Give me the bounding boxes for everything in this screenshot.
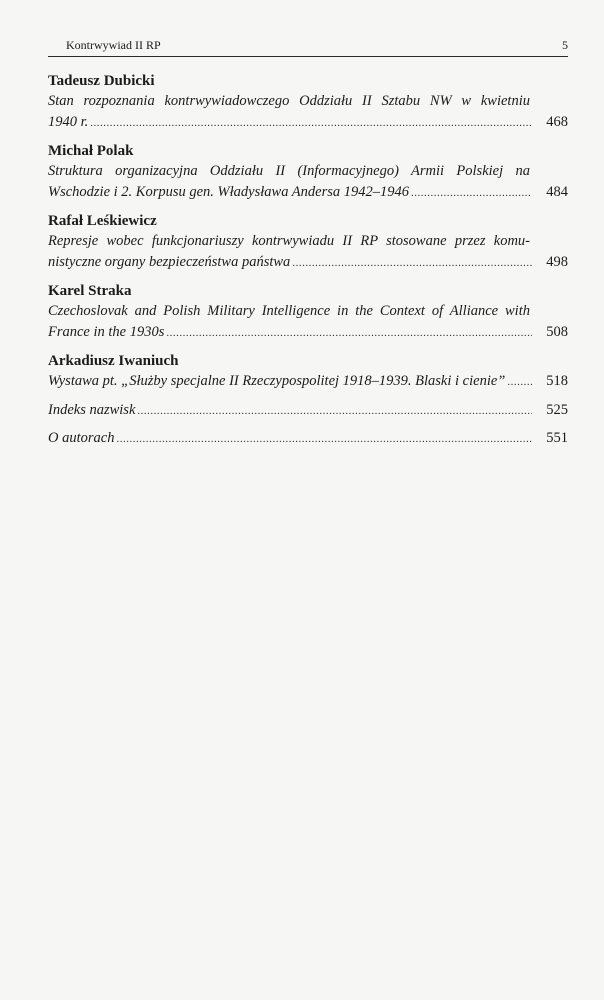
toc-title-end: nistyczne organy bezpieczeństwa państwa bbox=[48, 254, 291, 270]
toc-last-line bbox=[48, 252, 568, 274]
dot-leader bbox=[137, 401, 532, 422]
toc-title-end: Wschodzie i 2. Korpusu gen. Władysława Andersa 1942–1946 bbox=[48, 184, 410, 200]
toc-title-end: 1940 r. bbox=[48, 114, 89, 130]
dot-leader bbox=[411, 183, 532, 204]
dot-leader bbox=[166, 323, 532, 344]
toc-entry[interactable] bbox=[48, 71, 568, 134]
running-title: Kontrwywiad II RP bbox=[66, 38, 161, 52]
toc-last-line bbox=[48, 322, 568, 344]
toc-title-line: Stan rozpoznania kontrwywiadowczego Oddziału II Sztabu NW w kwietniu bbox=[48, 93, 530, 109]
toc-entry[interactable] bbox=[48, 211, 568, 274]
toc-entry[interactable] bbox=[48, 351, 568, 393]
toc-entry[interactable] bbox=[48, 281, 568, 344]
toc-page-number: 551 bbox=[546, 430, 568, 446]
toc-title-line: Represje wobec funkcjonariuszy kontrwywiadu II RP stosowane przez komu- bbox=[48, 233, 530, 249]
toc-last-line bbox=[48, 182, 568, 204]
toc-last-line bbox=[48, 400, 568, 422]
toc-author: Rafał Leśkiewicz bbox=[48, 213, 157, 229]
toc-last-line bbox=[48, 371, 568, 393]
dot-leader bbox=[116, 429, 532, 450]
toc-page-number: 484 bbox=[546, 184, 568, 200]
running-head bbox=[48, 38, 568, 57]
toc-page-number: 468 bbox=[546, 114, 568, 130]
dot-leader bbox=[292, 253, 532, 274]
dot-leader bbox=[90, 113, 532, 134]
toc-last-line bbox=[48, 112, 568, 134]
toc-title-end: Wystawa pt. „Służby specjalne II Rzeczypospolitej 1918–1939. Blaski i cienie” bbox=[48, 373, 506, 389]
table-of-contents bbox=[48, 71, 568, 450]
toc-title-line: Czechoslovak and Polish Military Intelligence in the Context of Alliance with bbox=[48, 303, 530, 319]
toc-title-end: France in the 1930s bbox=[48, 324, 165, 340]
toc-page-number: 518 bbox=[546, 373, 568, 389]
toc-entry-authors[interactable] bbox=[48, 428, 568, 450]
toc-authors-label: O autorach bbox=[48, 430, 115, 446]
page bbox=[48, 38, 568, 456]
dot-leader bbox=[507, 372, 532, 393]
toc-last-line bbox=[48, 428, 568, 450]
toc-page-number: 525 bbox=[546, 402, 568, 418]
toc-author: Tadeusz Dubicki bbox=[48, 73, 155, 89]
toc-index-label: Indeks nazwisk bbox=[48, 402, 136, 418]
toc-entry-index[interactable] bbox=[48, 400, 568, 422]
toc-page-number: 508 bbox=[546, 324, 568, 340]
toc-page-number: 498 bbox=[546, 254, 568, 270]
toc-author: Karel Straka bbox=[48, 283, 132, 299]
toc-author: Michał Polak bbox=[48, 143, 134, 159]
page-number: 5 bbox=[562, 38, 568, 52]
toc-entry[interactable] bbox=[48, 141, 568, 204]
toc-title-line: Struktura organizacyjna Oddziału II (Informacyjnego) Armii Polskiej na bbox=[48, 163, 530, 179]
toc-author: Arkadiusz Iwaniuch bbox=[48, 353, 179, 369]
